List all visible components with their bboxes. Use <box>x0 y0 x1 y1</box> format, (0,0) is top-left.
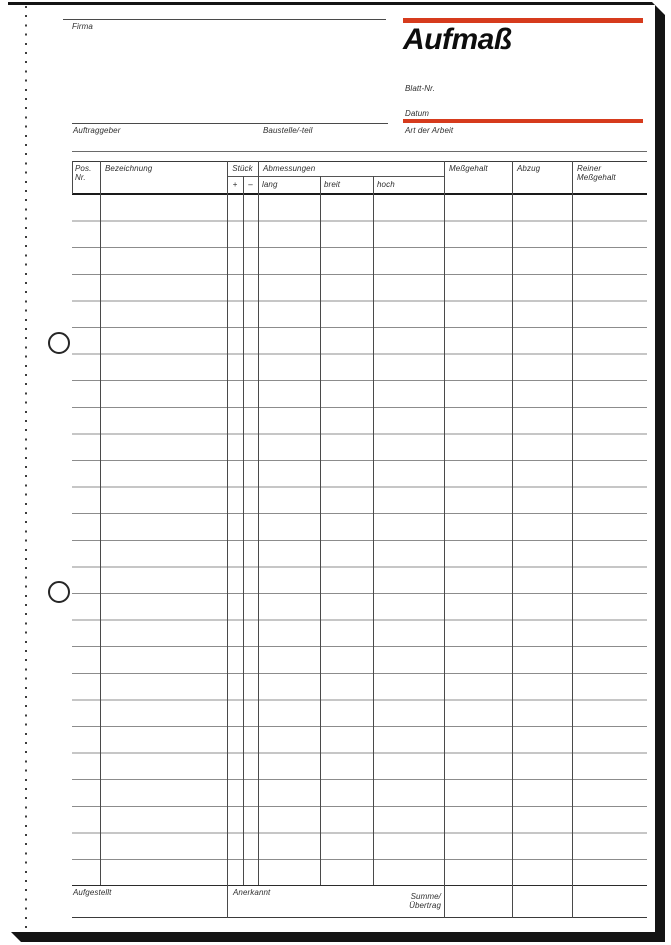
auftraggeber-label: Auftraggeber <box>73 126 121 135</box>
col-header-reiner-messgehalt <box>577 164 616 182</box>
baustelle-label: Baustelle/-teil <box>263 126 313 135</box>
art-der-arbeit-label: Art der Arbeit <box>405 126 454 135</box>
firma-write-line <box>63 19 386 20</box>
col-header-minus: – <box>248 180 253 189</box>
summe-label-line2: Übertrag <box>409 901 441 910</box>
col-header-lang: lang <box>262 180 278 189</box>
col-rule-pos <box>100 161 101 885</box>
col-header-abmessungen: Abmessungen <box>263 164 316 173</box>
col-header-messgehalt: Meßgehalt <box>449 164 488 173</box>
col-rule-table-left <box>72 161 73 194</box>
col-rule-messgehalt <box>512 161 513 918</box>
col-header-reiner-line1: Reiner <box>577 164 602 173</box>
table-top-line <box>72 161 647 162</box>
auftraggeber-write-line <box>72 123 388 124</box>
datum-label: Datum <box>405 109 430 118</box>
table-empty-rows-grid <box>72 195 647 861</box>
form-title: Aufmaß <box>403 23 512 56</box>
col-header-bezeichnung: Bezeichnung <box>105 164 153 173</box>
col-rule-hoch <box>444 161 445 918</box>
col-header-plus: + <box>232 180 238 189</box>
col-rule-lang <box>320 176 321 885</box>
col-rule-breit <box>373 176 374 885</box>
footer-top-line <box>72 885 647 887</box>
punch-hole-top <box>48 332 70 354</box>
aufgestellt-label: Aufgestellt <box>73 888 112 897</box>
summe-uebertrag-label <box>380 892 441 910</box>
col-rule-abzug <box>572 161 573 918</box>
col-rule-bezeichnung <box>227 161 228 918</box>
punch-hole-bottom <box>48 581 70 603</box>
subheader-line <box>227 176 444 177</box>
accent-bar-datum <box>403 119 643 123</box>
col-header-pos-nr <box>75 164 91 182</box>
summe-label-line1: Summe/ <box>410 892 441 901</box>
footer-bottom-line <box>72 917 647 918</box>
firma-label: Firma <box>72 21 93 31</box>
col-rule-stueck <box>258 161 259 885</box>
col-header-stueck: Stück <box>232 164 253 173</box>
col-header-reiner-line2: Meßgehalt <box>577 173 616 182</box>
col-header-abzug: Abzug <box>517 164 541 173</box>
col-header-pos-line1: Pos. <box>75 164 92 173</box>
col-header-pos-line2: Nr. <box>75 173 86 182</box>
perforation-dots <box>25 6 27 930</box>
accent-bar-top <box>403 18 643 23</box>
col-rule-plus-minus <box>243 176 244 885</box>
blatt-nr-label: Blatt-Nr. <box>405 84 435 93</box>
col-header-breit: breit <box>324 180 341 189</box>
anerkannt-label: Anerkannt <box>233 888 271 897</box>
col-header-hoch: hoch <box>377 180 395 189</box>
separator-line <box>72 151 647 152</box>
